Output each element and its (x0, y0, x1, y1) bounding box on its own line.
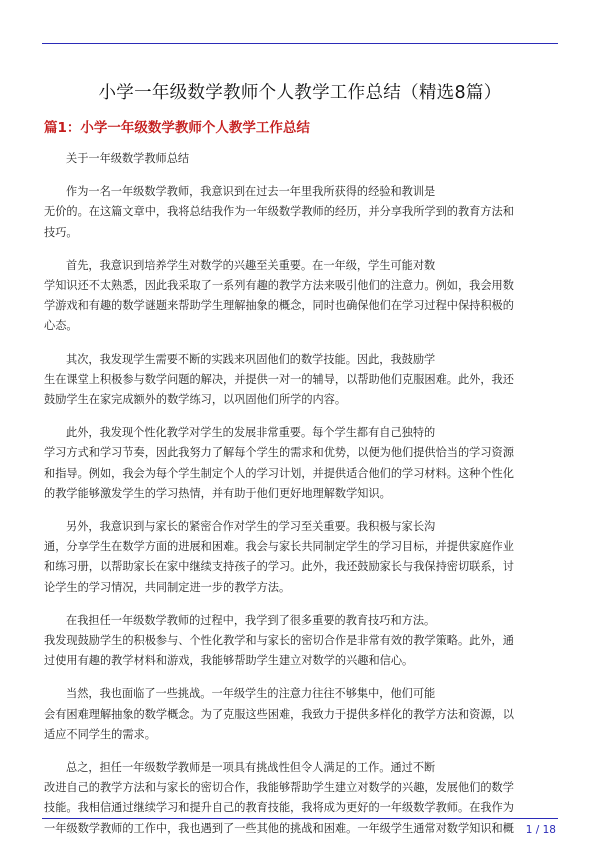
paragraph-line: 技能。我相信通过继续学习和提升自己的教育技能，我将成为更好的一年级数学教师。在我作为 (44, 801, 514, 815)
body-paragraph (44, 350, 556, 411)
paragraph-line: 的教学能够激发学生的学习热情，并有助于他们更好地理解数学知识。 (44, 486, 391, 500)
paragraph-line: 学知识还不太熟悉，因此我采取了一系列有趣的教学方法来吸引他们的注意力。例如，我会用数 (44, 279, 514, 293)
paragraph-line: 一年级数学教师的工作中，我也遇到了一些其他的挑战和困难。一年级学生通常对数学知识和概 (44, 821, 514, 835)
paragraph-line: 在我担任一年级数学教师的过程中，我学到了很多重要的教育技巧和方法。 (66, 613, 436, 627)
body-paragraph (44, 611, 556, 672)
header-rule (42, 43, 558, 44)
paragraph-line: 另外，我意识到与家长的紧密合作对学生的学习至关重要。我积极与家长沟 (66, 520, 436, 534)
document-body (44, 149, 556, 852)
paragraph-line: 适应不同学生的需求。 (44, 727, 156, 741)
paragraph-line: 关于一年级数学教师总结 (66, 152, 190, 165)
section-heading: 篇1：小学一年级数学教师个人教学工作总结 (44, 120, 310, 136)
paragraph-line: 学习方式和学习节奏，因此我努力了解每个学生的需求和优势，以便为他们提供恰当的学习资源 (44, 446, 514, 460)
paragraph-line: 我发现鼓励学生的积极参与、个性化教学和与家长的密切合作是非常有效的教学策略。此外，通 (44, 634, 514, 648)
paragraph-line: 其次，我发现学生需要不断的实践来巩固他们的数学技能。因此，我鼓励学 (66, 352, 436, 366)
paragraph-line: 过使用有趣的教学材料和游戏，我能够帮助学生建立对数学的兴趣和信心。 (44, 654, 414, 668)
paragraph-line: 生在课堂上积极参与数学问题的解决，并提供一对一的辅导，以帮助他们克服困难。此外，我还 (44, 372, 514, 386)
paragraph-line: 会有困难理解抽象的数学概念。为了克服这些困难，我致力于提供多样化的教学方法和资源，以 (44, 707, 514, 721)
paragraph-line: 鼓励学生在家完成额外的数学练习，以巩固他们所学的内容。 (44, 393, 347, 407)
paragraph-line: 心态。 (44, 319, 78, 333)
paragraph-line: 改进自己的教学方法和与家长的密切合作，我能够帮助学生建立对数学的兴趣，发展他们的数学 (44, 781, 514, 795)
body-paragraph (44, 149, 556, 169)
paragraph-line: 此外，我发现个性化教学对学生的发展非常重要。每个学生都有自己独特的 (66, 426, 436, 440)
body-paragraph (44, 182, 556, 243)
paragraph-line: 论学生的学习情况，共同制定进一步的教学方法。 (44, 580, 291, 594)
footer-rule (42, 818, 558, 819)
paragraph-line: 技巧。 (44, 225, 78, 239)
body-paragraph (44, 517, 556, 598)
body-paragraph (44, 256, 556, 337)
paragraph-line: 和指导。例如，我会为每个学生制定个人的学习计划，并提供适合他们的学习材料。这种个性化 (44, 466, 514, 480)
document-title: 小学一年级数学教师个人教学工作总结（精选8篇） (98, 83, 502, 103)
paragraph-line: 首先，我意识到培养学生对数学的兴趣至关重要。在一年级，学生可能对数 (66, 258, 436, 272)
paragraph-line: 作为一名一年级数学教师，我意识到在过去一年里我所获得的经验和教训是 (66, 185, 436, 199)
paragraph-line: 通，分享学生在数学方面的进展和困难。我会与家长共同制定学生的学习目标，并提供家庭作业 (44, 540, 514, 554)
body-paragraph (44, 758, 556, 839)
paragraph-line: 当然，我也面临了一些挑战。一年级学生的注意力往往不够集中，他们可能 (66, 687, 436, 701)
paragraph-line: 学游戏和有趣的数学谜题来帮助学生理解抽象的概念，同时也确保他们在学习过程中保持积极的 (44, 299, 514, 313)
paragraph-line: 无价的。在这篇文章中，我将总结我作为一年级数学教师的经历，并分享我所学到的教育方法和 (44, 205, 514, 219)
page-number: 1 / 18 (525, 824, 556, 836)
paragraph-line: 总之，担任一年级数学教师是一项具有挑战性但令人满足的工作。通过不断 (66, 761, 436, 775)
body-paragraph (44, 423, 556, 504)
paragraph-line: 和练习册，以帮助家长在家中继续支持孩子的学习。此外，我还鼓励家长与我保持密切联系，讨 (44, 560, 514, 574)
body-paragraph (44, 684, 556, 745)
